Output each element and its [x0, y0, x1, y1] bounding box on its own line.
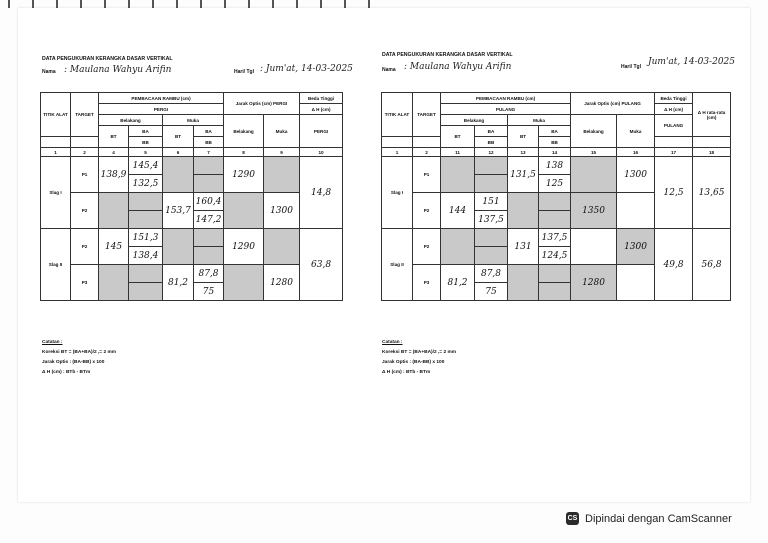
right-name-label: Nama	[382, 67, 396, 73]
target-label: P1	[413, 157, 441, 193]
col-ba: BA	[129, 126, 163, 137]
col-rata: Δ H rata-rata (cm)	[693, 93, 731, 137]
table-row: 137,5	[382, 211, 731, 229]
right-title: DATA PENGUKURAN KERANGKA DASAR VERTIKAL	[382, 52, 513, 58]
col-beda: Beda Tinggi	[655, 93, 693, 104]
table-row: Slag I P1 138,9 145,4 1290 14,8	[41, 157, 343, 175]
slag-label: Slag I	[41, 157, 71, 229]
table-row: Slag II P2 131 137,5 1300 49,8 56,8	[382, 229, 731, 247]
col-jarak-belakang: Belakang	[224, 115, 264, 148]
table-row: 124,5	[382, 247, 731, 265]
table-row: 132,5	[41, 175, 343, 193]
left-measurement-table	[40, 92, 343, 301]
slag-label: Slag I	[382, 157, 413, 229]
col-dh: Δ H (cm)	[300, 104, 343, 115]
col-pergi: PERGI	[99, 104, 224, 115]
scanned-paper	[18, 8, 750, 502]
col-number-row: 1 2 11 12 13 14 15 16 17 18	[382, 148, 731, 157]
right-sheet	[380, 52, 750, 392]
target-label: P2	[71, 229, 99, 265]
col-bt: BT	[441, 126, 475, 148]
camscanner-watermark	[566, 512, 732, 525]
camscanner-text: Dipindai dengan CamScanner	[585, 512, 732, 525]
table-row: P2 144 151 1350	[382, 193, 731, 211]
slag-label: Slag II	[41, 229, 71, 301]
right-measurement-table	[381, 92, 731, 301]
table-row: P3 81,2 87,8 1280	[382, 265, 731, 283]
col-bt: BT	[99, 126, 129, 148]
table-row: 147,2	[41, 211, 343, 229]
target-label: P2	[413, 229, 441, 265]
col-beda: Beda Tinggi	[300, 93, 343, 104]
col-muka: Muka	[508, 115, 571, 126]
table-row: 125	[382, 175, 731, 193]
target-label: P2	[71, 193, 99, 229]
camscanner-logo-icon: CS	[566, 512, 579, 525]
left-title: DATA PENGUKURAN KERANGKA DASAR VERTIKAL	[42, 56, 173, 62]
right-name-value: : Maulana Wahyu Arifin	[404, 62, 512, 72]
slag-label: Slag II	[382, 229, 413, 301]
col-pembacaan: PEMBACAAN RAMBU (cm)	[441, 93, 571, 104]
left-date-label: Hari/ Tgl	[234, 69, 255, 75]
target-label: P1	[71, 157, 99, 193]
col-titik-alat: TITIK ALAT	[41, 93, 71, 137]
table-row: 75	[382, 283, 731, 301]
target-label: P3	[413, 265, 441, 301]
col-jarak-muka: Muka	[617, 115, 655, 148]
left-sheet	[38, 56, 368, 386]
right-notes: Catatan : Koreksi BT = (BA+BA)/2 ,= 2 mm Jarak Optis : (BA-BB) x 100 Δ H (cm) : BTb - BTm	[382, 340, 456, 375]
col-target: TARGET	[71, 93, 99, 137]
col-jarak-muka: Muka	[264, 115, 300, 148]
col-bt: BT	[163, 126, 194, 148]
col-pulang: PULANG	[441, 104, 571, 115]
col-titik-alat: TITIK ALAT	[382, 93, 413, 137]
col-belakang: Belakang	[99, 115, 163, 126]
col-jarak: Jarak Optis (cm) PERGI	[224, 93, 300, 115]
col-ba: BA	[194, 126, 224, 137]
target-label: P3	[71, 265, 99, 301]
col-pulang-dh: PULANG	[655, 115, 693, 137]
left-name-value: : Maulana Wahyu Arifin	[64, 65, 172, 75]
table-row: P3 81,2 87,8 1280	[41, 265, 343, 283]
col-number-row: 1 2 4 5 6 7 8 9 10	[41, 148, 343, 157]
target-label: P2	[413, 193, 441, 229]
table-row: 138,4	[41, 247, 343, 265]
col-belakang: Belakang	[441, 115, 508, 126]
col-target: TARGET	[413, 93, 441, 137]
col-jarak-belakang: Belakang	[571, 115, 617, 148]
table-row: Slag II P2 145 151,3 1290 63,8	[41, 229, 343, 247]
right-date-value: Jum'at, 14-03-2025	[648, 57, 736, 67]
col-bt: BT	[508, 126, 539, 148]
left-date-value: : Jum'at, 14-03-2025	[260, 64, 353, 74]
left-notes: Catatan : Koreksi BT = (BA+BA)/2 ,= 2 mm Jarak Optis : (BA-BB) x 100 Δ H (cm) : BTb - BTm	[42, 340, 116, 375]
right-date-label: Hari/ Tgl	[621, 64, 642, 70]
col-ba: BA	[539, 126, 571, 137]
col-bb: BB	[194, 137, 224, 148]
col-dh: Δ H (cm)	[655, 104, 693, 115]
table-row: 75	[41, 283, 343, 301]
col-bb: BB	[539, 137, 571, 148]
col-pembacaan: PEMBACAAN RAMBU (cm)	[99, 93, 224, 104]
left-name-label: Nama	[42, 69, 56, 75]
col-bb: BB	[129, 137, 163, 148]
col-muka: Muka	[163, 115, 224, 126]
col-pergi-dh: PERGI	[300, 115, 343, 148]
col-jarak: Jarak Optis (cm) PULANG	[571, 93, 655, 115]
col-bb: BB	[475, 137, 508, 148]
table-row: Slag I P1 131,5 138 1300 12,5 13,65	[382, 157, 731, 175]
col-ba: BA	[475, 126, 508, 137]
table-row: P2 153,7 160,4 1300	[41, 193, 343, 211]
